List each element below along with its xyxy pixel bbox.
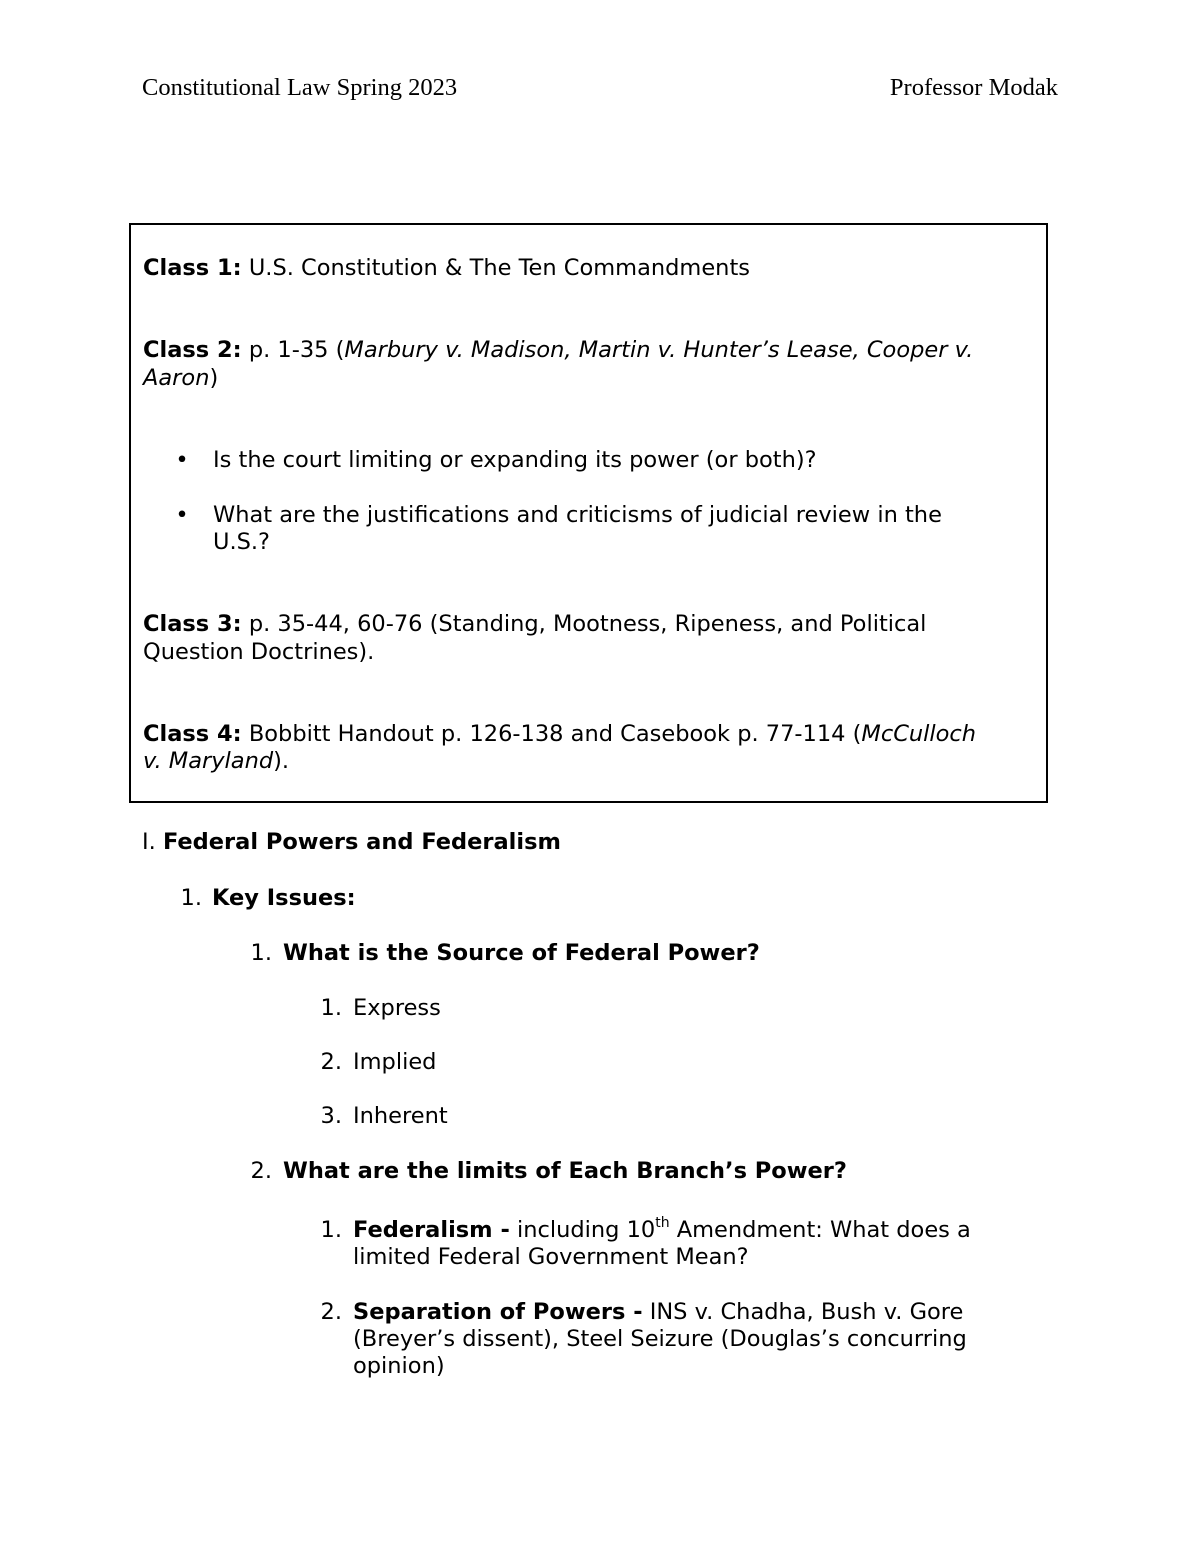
class-4-case-cont: v. Maryland — [143, 748, 274, 774]
class-4-line — [143, 720, 976, 748]
question-2: What are the justifications and criticisms of judicial review in the — [213, 502, 942, 528]
class-1-label: Class 1: — [143, 255, 242, 281]
source-inherent: Inherent — [353, 1103, 448, 1129]
question-1-title: What is the Source of Federal Power? — [283, 940, 760, 966]
class-4-line-2 — [143, 747, 289, 775]
section-title: Federal Powers and Federalism — [162, 829, 561, 855]
section-heading — [142, 828, 561, 856]
class-2-line-2 — [143, 364, 218, 392]
question-2-cont: U.S.? — [213, 529, 270, 555]
ordinal-suffix: th — [655, 1214, 670, 1231]
bullet-icon: • — [175, 502, 189, 528]
professor-name: Professor Modak — [889, 74, 1058, 101]
limit-2-number: 2. — [320, 1299, 342, 1325]
question-1: Is the court limiting or expanding its power (or both)? — [213, 447, 817, 473]
class-3-line — [143, 610, 926, 638]
limit-1-label: Federalism - — [353, 1217, 510, 1243]
key-issues-number: 1. — [180, 885, 202, 911]
class-1-line — [143, 254, 750, 282]
class-4-label: Class 4: — [143, 721, 242, 747]
limit-2-text: INS v. Chadha, Bush v. Gore — [642, 1299, 964, 1325]
question-1-number: 1. — [250, 940, 272, 966]
key-issues-title: Key Issues: — [212, 885, 356, 911]
class-3-label: Class 3: — [143, 611, 242, 637]
question-2-title: What are the limits of Each Branch’s Power? — [283, 1158, 847, 1184]
class-2-cases-cont: Aaron — [143, 365, 210, 391]
course-title: Constitutional Law Spring 2023 — [142, 74, 458, 101]
section-number: I. — [142, 829, 156, 855]
limit-2-line-3: opinion) — [353, 1353, 445, 1379]
class-2-line — [143, 336, 973, 364]
class-4-end: ). — [273, 748, 290, 774]
source-express: Express — [353, 995, 441, 1021]
limit-1-text-cont: Amendment: What does a — [669, 1217, 971, 1243]
readings-box — [129, 223, 1048, 803]
class-4-text: Bobbitt Handout p. 126-138 and Casebook p. 77-114 ( — [241, 721, 862, 747]
class-3-text: p. 35-44, 60-76 (Standing, Mootness, Ripeness, and Political — [241, 611, 927, 637]
class-2-pages: p. 1-35 ( — [241, 337, 345, 363]
source-number: 3. — [320, 1103, 342, 1129]
class-4-case: McCulloch — [861, 721, 977, 747]
bullet-icon: • — [175, 447, 189, 473]
class-2-cases: Marbury v. Madison, Martin v. Hunter’s Lease, Cooper v. — [344, 337, 974, 363]
limit-1-line-2: limited Federal Government Mean? — [353, 1244, 749, 1270]
class-2-label: Class 2: — [143, 337, 242, 363]
class-3-line-2: Question Doctrines). — [143, 639, 375, 665]
source-implied: Implied — [353, 1049, 437, 1075]
limit-1-number: 1. — [320, 1217, 342, 1243]
limit-2-line — [353, 1298, 963, 1326]
source-number: 2. — [320, 1049, 342, 1075]
limit-1-text: including 10 — [509, 1217, 656, 1243]
limit-1-line — [353, 1216, 971, 1244]
class-2-close: ) — [209, 365, 219, 391]
limit-2-label: Separation of Powers - — [353, 1299, 643, 1325]
source-number: 1. — [320, 995, 342, 1021]
class-1-text: U.S. Constitution & The Ten Commandments — [241, 255, 750, 281]
limit-2-line-2: (Breyer’s dissent), Steel Seizure (Douglas’s concurring — [353, 1326, 967, 1352]
question-2-number: 2. — [250, 1158, 272, 1184]
